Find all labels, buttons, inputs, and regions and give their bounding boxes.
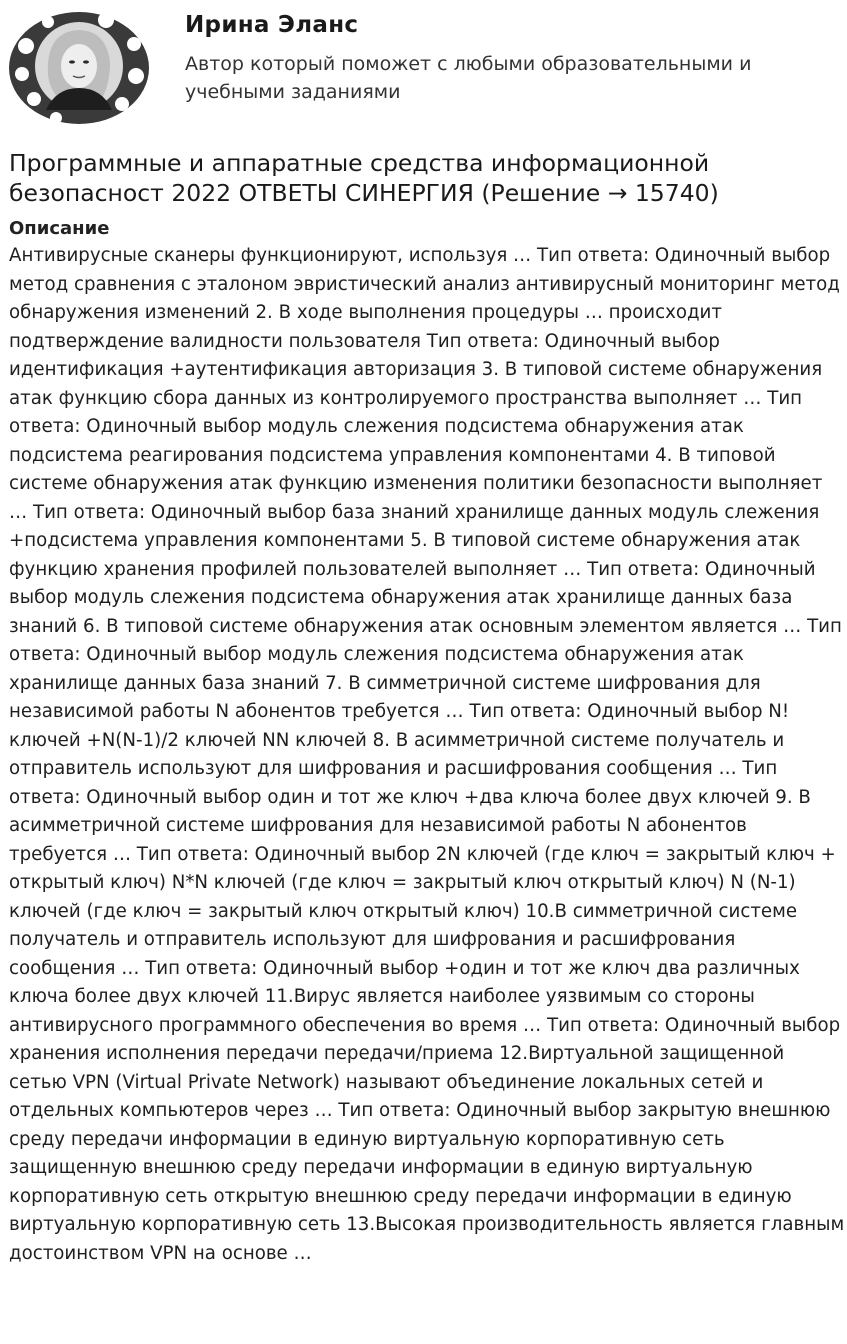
- author-avatar[interactable]: [6, 6, 152, 126]
- description-text: Антивирусные сканеры функционируют, используя … Тип ответа: Одиночный выбор метод сравнения с эталоном эвристический анализ антивирусный мониторинг метод обнаружения изменений 2. В ходе выполнения процедуры … происходит подтверждение валидности пользователя Тип ответа: Одиночный выбор идентификация +аутентификация авторизация 3. В типовой системе обнаружения атак функцию сбора данных из контролируемого пространства выполняет … Тип ответа: Одиночный выбор модуль слежения подсистема обнаружения атак подсистема реагирования подсистема управления компонентами 4. В типовой системе обнаружения атак функцию изменения политики безопасности выполняет … Тип ответа: Одиночный выбор база знаний хранилище данных модуль слежения +подсистема управления компонентами 5. В типовой системе обнаружения атак функцию хранения профилей пользователей выполняет … Тип ответа: Одиночный выбор модуль слежения подсистема обнаружения атак хранилище данных база знаний 6. В типовой системе обнаружения атак основным элементом является … Тип ответа: Одиночный выбор модуль слежения подсистема обнаружения атак хранилище данных база знаний 7. В симметричной системе шифрования для независимой работы N абонентов требуется … Тип ответа: Одиночный выбор N! ключей +N(N-1)/2 ключей NN ключей 8. В асимметричной системе получатель и отправитель используют для шифрования и расшифрования сообщения … Тип ответа: Одиночный выбор один и тот же ключ +два ключа более двух ключей 9. В асимметричной системе шифрования для независимой работы N абонентов требуется … Тип ответа: Одиночный выбор 2N ключей (где ключ = закрытый ключ + открытый ключ) N*N ключей (где ключ = закрытый ключ открытый ключ) N (N-1) ключей (где ключ = закрытый ключ открытый ключ) 10.В симметричной системе получатель и отправитель используют для шифрования и расшифрования сообщения … Тип ответа: Одиночный выбор +один и тот же ключ два различных ключа более двух ключей 11.Вирус является наиболее уязвимым со стороны антивирусного программного обеспечения во время … Тип ответа: Одиночный выбор хранения исполнения передачи передачи/приема 12.Виртуальной защищенной сетью VPN (Virtual Private Network) называют объединение локальных сетей и отдельных компьютеров через … Тип ответа: Одиночный выбор закрытую внешнюю среду передачи информации в единую виртуальную корпоративную сеть защищенную внешнюю среду передачи информации в единую виртуальную корпоративную сеть открытую внешнюю среду передачи информации в единую виртуальную корпоративную сеть 13.Высокая производительность является главным достоинством VPN на основе …: [9, 245, 845, 1264]
- author-description: Автор который поможет с любыми образовательными и учебными заданиями: [185, 53, 752, 103]
- author-photo-icon: [6, 6, 152, 126]
- page-title: Программные и аппаратные средства информационной безопасност 2022 ОТВЕТЫ СИНЕРГИЯ (Решение → 15740): [9, 149, 719, 207]
- avatar-frame: [9, 12, 149, 124]
- author-card: [0, 0, 847, 130]
- author-name[interactable]: Ирина Эланс: [185, 12, 359, 38]
- description-heading: Описание: [9, 218, 110, 239]
